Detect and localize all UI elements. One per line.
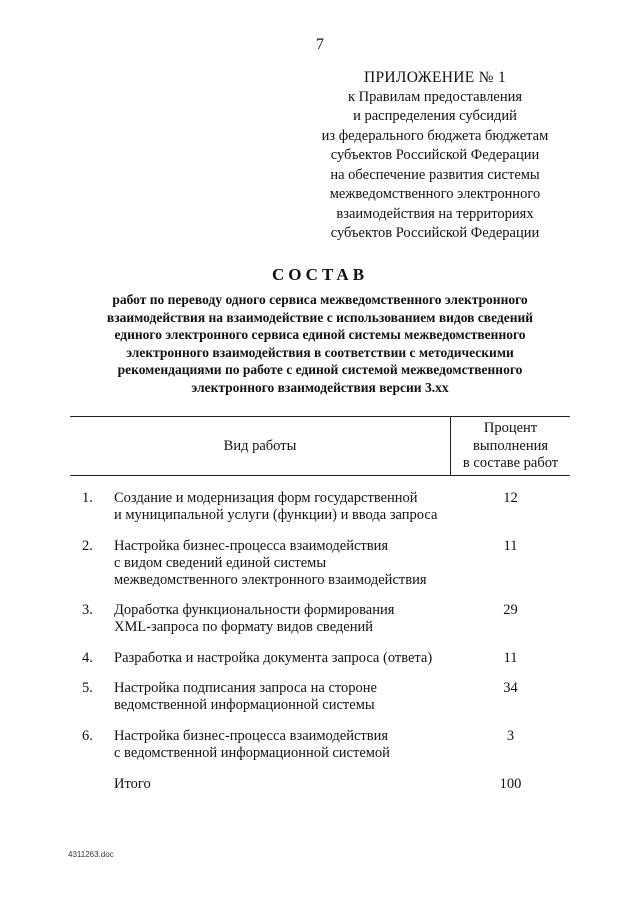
row-line: Настройка бизнес-процесса взаимодействия: [114, 538, 389, 554]
row-line: межведомственного электронного взаимодействия: [114, 572, 427, 588]
document-heading: СОСТАВ: [271, 265, 369, 284]
row-number: 3.: [82, 602, 93, 618]
header-percent-line: в составе работ: [462, 455, 559, 471]
document-file-name: 4311263.doc: [68, 850, 114, 859]
appendix-line: взаимодействия на территориях: [336, 205, 534, 222]
total-label: Итого: [114, 776, 151, 792]
appendix-line: субъектов Российской Федерации: [330, 147, 540, 163]
row-percent: 34: [503, 680, 518, 696]
row-line: Настройка бизнес-процесса взаимодействия: [114, 728, 389, 744]
row-line: и муниципальной услуги (функции) и ввода запроса: [114, 507, 438, 523]
document-subheading: [70, 291, 570, 397]
total-percent: 100: [499, 776, 522, 792]
table-header: [70, 416, 570, 476]
header-percent-line: выполнения: [472, 437, 549, 454]
appendix-line: к Правилам предоставления: [347, 88, 523, 105]
row-number: 4.: [82, 650, 93, 666]
row-line: XML-запроса по формату видов сведений: [114, 619, 374, 635]
row-description: [114, 680, 444, 714]
row-number: 6.: [82, 728, 93, 744]
row-percent: 3: [506, 728, 515, 744]
row-description: [114, 602, 444, 636]
row-percent: 11: [503, 650, 518, 666]
row-line: с видом сведений единой системы: [114, 555, 327, 571]
works-table: [70, 416, 570, 792]
subheading-line: единого электронного сервиса единой системы межведомственного: [114, 327, 526, 343]
appendix-title: ПРИЛОЖЕНИЕ № 1: [363, 69, 507, 86]
row-line: Доработка функциональности формирования: [114, 602, 395, 618]
appendix-line: из федерального бюджета бюджетам: [321, 127, 549, 144]
row-number: 2.: [82, 538, 93, 554]
subheading-line: электронного взаимодействия в соответствии с методическими: [126, 344, 514, 360]
subheading-line: работ по переводу одного сервиса межведомственного электронного: [112, 292, 528, 307]
row-percent: 11: [503, 538, 518, 554]
header-percent: [451, 420, 570, 473]
row-line: Создание и модернизация форм государственной: [114, 490, 418, 506]
subheading-line: электронного взаимодействия версии 3.xx: [191, 379, 449, 395]
row-line: Настройка подписания запроса на стороне: [114, 680, 377, 696]
appendix-block: [300, 68, 570, 244]
header-percent-line: Процент: [483, 420, 538, 436]
appendix-line: межведомственного электронного: [329, 186, 541, 202]
row-number: 5.: [82, 680, 93, 696]
row-line: ведомственной информационной системы: [114, 697, 375, 713]
header-work-type: Вид работы: [223, 437, 297, 454]
row-line: Разработка и настройка документа запроса (ответа): [114, 650, 433, 666]
row-line: с ведомственной информационной системой: [114, 745, 390, 761]
row-description: [114, 490, 444, 524]
appendix-line: и распределения субсидий: [353, 108, 517, 124]
appendix-line: субъектов Российской Федерации: [330, 225, 540, 241]
row-description: [114, 538, 444, 589]
subheading-line: взаимодействия на взаимодействие с использованием видов сведений: [106, 309, 534, 325]
row-description: [114, 728, 444, 762]
page-number: 7: [316, 36, 324, 53]
appendix-line: на обеспечение развития системы: [330, 166, 540, 183]
row-percent: 29: [503, 602, 518, 618]
subheading-line: рекомендациями по работе с единой системой межведомственного: [117, 362, 523, 378]
row-percent: 12: [503, 490, 518, 506]
row-description: [114, 650, 444, 667]
row-number: 1.: [82, 490, 93, 506]
